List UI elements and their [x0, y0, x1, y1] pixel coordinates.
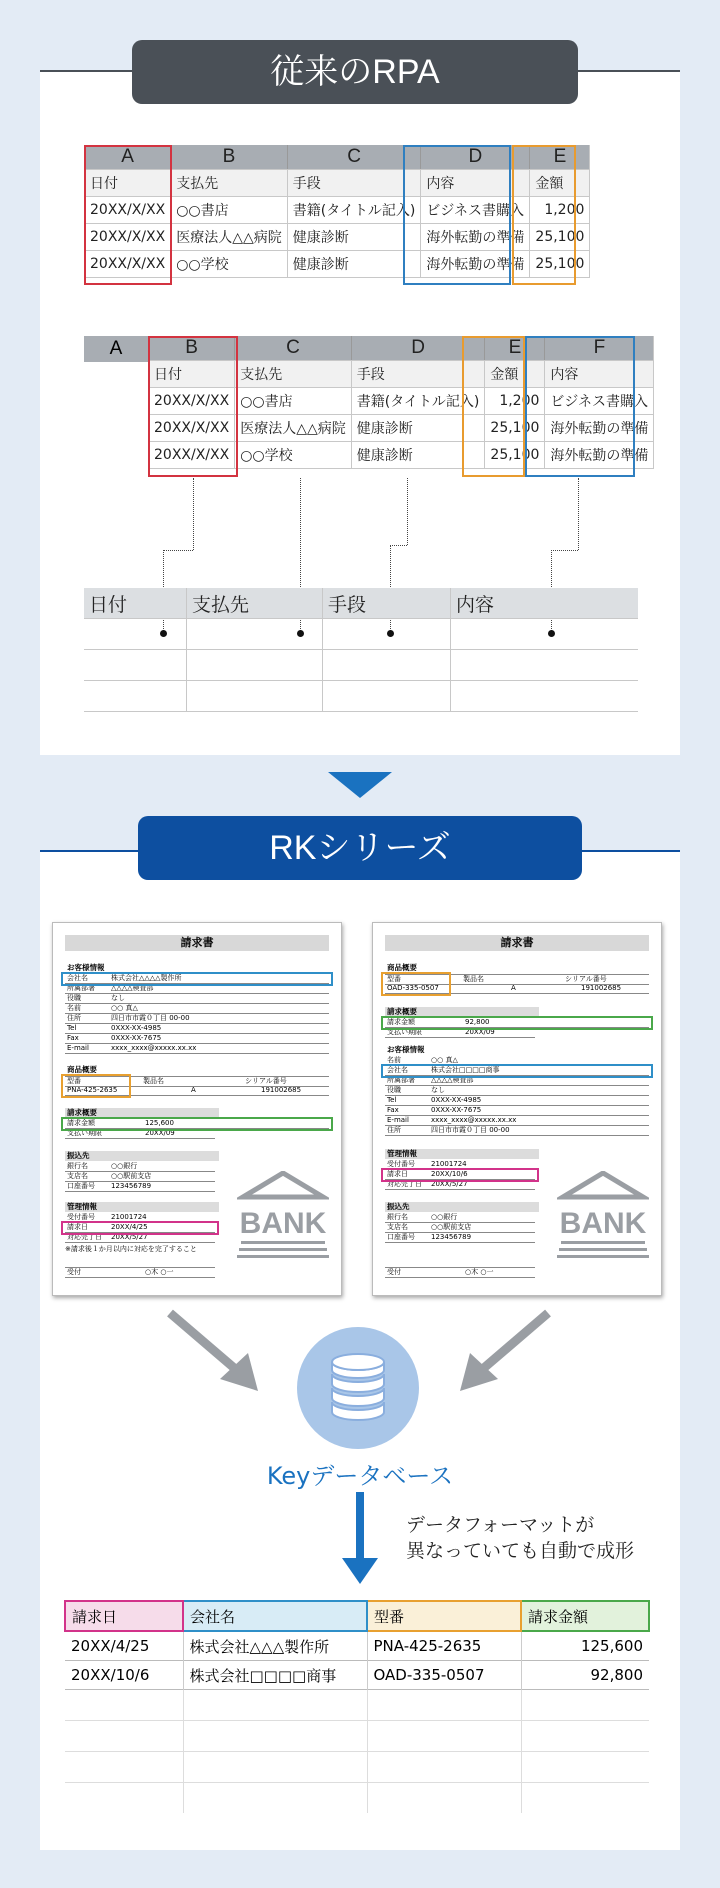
cell: 医療法人△△病院	[235, 415, 352, 442]
field-key: 型番	[387, 975, 401, 983]
header-cell: 内容	[421, 170, 530, 197]
field-key: 請求日	[67, 1223, 88, 1231]
col-letter: C	[235, 336, 352, 361]
invoice-doc-2	[372, 922, 662, 1296]
field-value: PNA-425-2635	[67, 1086, 118, 1094]
field-value: 125,600	[145, 1119, 174, 1127]
highlight-date	[381, 1168, 539, 1182]
field-value: 20XX/09	[465, 1028, 495, 1036]
field-value: 21001724	[431, 1160, 467, 1168]
field-key: 口座番号	[387, 1233, 415, 1241]
header-cell: 手段	[323, 588, 451, 619]
cell: 25,100	[530, 251, 590, 278]
col-letter: B	[149, 336, 235, 361]
field-value: ○木 ○一	[465, 1268, 494, 1276]
cell: 健康診断	[351, 415, 485, 442]
header-model: 型番	[367, 1601, 521, 1631]
cell: ○○書店	[171, 197, 288, 224]
field-key: 受付	[67, 1268, 81, 1276]
field-value: xxxx_xxxx@xxxxx.xx.xx	[111, 1044, 197, 1052]
header-cell: 手段	[351, 361, 485, 388]
highlight-col-d	[403, 145, 511, 285]
field-value: 92,800	[465, 1018, 490, 1026]
col-letter: C	[287, 145, 421, 170]
cell: 25,100	[530, 224, 590, 251]
cell: 書籍(タイトル記入)	[287, 197, 421, 224]
doc-title: 請求書	[65, 935, 329, 951]
field-row	[65, 994, 329, 1004]
table-row	[65, 1631, 649, 1661]
highlight-col-b	[148, 336, 238, 477]
bank-icon	[237, 1171, 329, 1261]
col-letter: A	[85, 145, 171, 170]
field-value: ○○ 真△	[431, 1056, 458, 1064]
cell: 20XX/X/XX	[85, 197, 171, 224]
doc-title: 請求書	[385, 935, 649, 951]
cell: 25,100	[485, 415, 545, 442]
col-letter: E	[485, 336, 545, 361]
field-key: 受付	[387, 1268, 401, 1276]
field-key: E-mail	[387, 1116, 409, 1124]
highlight-col-e	[512, 145, 576, 285]
database-label: Keyデータベース	[266, 1462, 454, 1490]
header-cell: 支払先	[235, 361, 352, 388]
header-cell: 金額	[530, 170, 590, 197]
field-key: Fax	[387, 1106, 399, 1114]
connector-dot	[297, 630, 304, 637]
connector-dot	[160, 630, 167, 637]
field-key: 支店名	[387, 1223, 408, 1231]
header-cell: 金額	[485, 361, 545, 388]
cell: ○○学校	[171, 251, 288, 278]
field-key: Fax	[67, 1034, 79, 1042]
connector	[551, 550, 578, 551]
highlight-col-e2	[462, 336, 525, 477]
arrow-down-icon	[340, 1492, 380, 1588]
bank-icon	[557, 1171, 649, 1261]
field-key: 請求金額	[67, 1119, 95, 1127]
field-key: 会社名	[387, 1066, 408, 1074]
cell: 25,100	[485, 442, 545, 469]
table-row	[65, 1661, 649, 1690]
field-value: 20XX/09	[145, 1129, 175, 1137]
field-row	[65, 1182, 215, 1192]
field-value: ○木 ○一	[145, 1268, 174, 1276]
field-value: A	[511, 984, 516, 992]
field-key: Tel	[387, 1096, 397, 1104]
field-value: 123456789	[111, 1182, 152, 1190]
field-key: 住所	[387, 1126, 401, 1134]
cell: 20XX/X/XX	[149, 388, 235, 415]
header-cell: 内容	[451, 588, 639, 619]
col-letter: F	[545, 336, 654, 361]
cell: ビジネス書購入	[545, 388, 654, 415]
table-row	[65, 1752, 649, 1783]
field-value: 20XX/4/25	[111, 1223, 148, 1231]
field-row	[65, 1267, 215, 1278]
field-value: 123456789	[431, 1233, 472, 1241]
col-letter: B	[171, 145, 288, 170]
cell: ○○学校	[235, 442, 352, 469]
field-key: 型番	[67, 1077, 81, 1085]
header-cell: 日付	[149, 361, 235, 388]
cell: 92,800	[521, 1661, 649, 1690]
field-key: 対応完了日	[387, 1180, 422, 1188]
field-row	[65, 1004, 329, 1014]
field-key: Tel	[67, 1024, 77, 1032]
field-value: 0XXX-XX-4985	[431, 1096, 482, 1104]
connector-dot	[387, 630, 394, 637]
cell: 健康診断	[287, 251, 421, 278]
field-row	[385, 1223, 535, 1233]
header-company: 会社名	[183, 1601, 367, 1631]
field-value: xxxx_xxxx@xxxxx.xx.xx	[431, 1116, 517, 1124]
field-row	[385, 1106, 649, 1116]
section-label: お客様情報	[387, 1045, 425, 1054]
cell: 書籍(タイトル記入)	[351, 388, 485, 415]
field-value: 21001724	[111, 1213, 147, 1221]
field-value: 0XXX-XX-7675	[111, 1034, 162, 1042]
table-row	[84, 650, 638, 681]
field-row	[65, 1172, 215, 1182]
target-header-row	[84, 588, 638, 619]
cell: 健康診断	[351, 442, 485, 469]
cell: 海外転勤の準備	[421, 224, 530, 251]
table-row	[65, 1690, 649, 1721]
highlight-company	[381, 1064, 653, 1078]
field-row	[65, 1024, 329, 1034]
col-letter: D	[351, 336, 485, 361]
highlight-model	[61, 1074, 131, 1098]
highlight-amount	[61, 1117, 333, 1131]
header-date: 請求日	[65, 1601, 183, 1631]
field-row	[385, 1213, 535, 1223]
field-row	[65, 1034, 329, 1044]
highlight-amount	[381, 1016, 653, 1030]
table-row	[65, 1783, 649, 1814]
invoice-doc-1	[52, 922, 342, 1296]
field-key: 受付番号	[67, 1213, 95, 1221]
connector	[163, 550, 193, 551]
arrow-left-icon	[160, 1305, 270, 1395]
bank-label: BANK	[239, 1207, 327, 1240]
field-key: 対応完了日	[67, 1233, 102, 1241]
col-letter: E	[530, 145, 590, 170]
cell: ○○書店	[235, 388, 352, 415]
field-value: 20XX/5/27	[431, 1180, 468, 1188]
output-table	[64, 1600, 650, 1813]
field-row	[385, 1126, 649, 1136]
field-key: 支払い期限	[67, 1129, 102, 1137]
field-value: A	[191, 1086, 196, 1094]
field-value: 191002685	[261, 1086, 302, 1094]
field-key: 住所	[67, 1014, 81, 1022]
field-key: 支店名	[67, 1172, 88, 1180]
field-value: △△△△検査部	[431, 1076, 474, 1084]
cell: OAD-335-0507	[367, 1661, 521, 1690]
cell: 1,200	[485, 388, 545, 415]
cell: 海外転勤の準備	[421, 251, 530, 278]
field-row	[385, 1233, 535, 1243]
col-letter: D	[421, 145, 530, 170]
section-label: 請求概要	[385, 1007, 539, 1017]
field-value: ○○駅前支店	[111, 1172, 152, 1180]
section-label: 振込先	[65, 1151, 219, 1161]
connector-dot	[548, 630, 555, 637]
connector	[193, 478, 194, 550]
field-key: 所属部署	[67, 984, 95, 992]
database-icon	[330, 1350, 386, 1426]
section-label: お客様情報	[67, 963, 105, 972]
section-label: 振込先	[385, 1202, 539, 1212]
field-value: 191002685	[581, 984, 622, 992]
field-value: △△△△検査部	[111, 984, 154, 992]
field-key: 製品名	[143, 1077, 164, 1085]
cell: 健康診断	[287, 224, 421, 251]
field-row	[385, 1116, 649, 1126]
section-label: 請求概要	[65, 1108, 219, 1118]
cell: 海外転勤の準備	[545, 415, 654, 442]
arrow-right-icon	[448, 1305, 558, 1395]
field-key: 銀行名	[387, 1213, 408, 1221]
format-note-line1: データフォーマットが	[406, 1514, 595, 1536]
field-key: 製品名	[463, 975, 484, 983]
field-value: 20XX/5/27	[111, 1233, 148, 1241]
field-value: ○○銀行	[111, 1162, 138, 1170]
field-key: シリアル番号	[245, 1077, 287, 1085]
field-key: 会社名	[67, 974, 88, 982]
section-label: 管理情報	[65, 1202, 219, 1212]
header-amount: 請求金額	[521, 1601, 649, 1631]
sheet2-col-a-header: A	[84, 336, 148, 362]
field-key: 支払い期限	[387, 1028, 422, 1036]
highlight-model	[381, 972, 451, 996]
field-row	[65, 1014, 329, 1024]
field-key: E-mail	[67, 1044, 89, 1052]
connector	[407, 478, 408, 545]
field-value: なし	[431, 1086, 445, 1094]
highlight-company	[61, 972, 333, 986]
field-row	[385, 1086, 649, 1096]
field-value: 四日市市霞０丁目 00-00	[431, 1126, 510, 1134]
cell: 1,200	[530, 197, 590, 224]
bank-label: BANK	[559, 1207, 647, 1240]
output-header-row	[65, 1601, 649, 1631]
field-key: 口座番号	[67, 1182, 95, 1190]
header-cell: 日付	[85, 170, 171, 197]
field-value: ○○銀行	[431, 1213, 458, 1221]
cell: 20XX/X/XX	[149, 442, 235, 469]
field-key: 名前	[67, 1004, 81, 1012]
header-cell: 日付	[84, 588, 187, 619]
field-value: ○○駅前支店	[431, 1223, 472, 1231]
cell: 株式会社△△△製作所	[183, 1631, 367, 1661]
header-cell: 支払先	[171, 170, 288, 197]
field-key: 所属部署	[387, 1076, 415, 1084]
highlight-date	[61, 1221, 219, 1235]
field-row	[385, 1096, 649, 1106]
cell: 20XX/X/XX	[85, 251, 171, 278]
rk-title: RKシリーズ	[138, 816, 582, 880]
rpa-title: 従来のRPA	[132, 40, 578, 104]
field-row	[65, 1044, 329, 1054]
section-label: 商品概要	[387, 963, 417, 972]
field-value: ○○ 真△	[111, 1004, 138, 1012]
field-key: 名前	[387, 1056, 401, 1064]
field-value: 株式会社△△△△製作所	[111, 974, 182, 982]
cell: 20XX/X/XX	[149, 415, 235, 442]
field-value: 20XX/10/6	[431, 1170, 468, 1178]
highlight-col-a	[84, 145, 172, 285]
cell: 20XX/X/XX	[85, 224, 171, 251]
connector	[578, 478, 579, 550]
cell: 医療法人△△病院	[171, 224, 288, 251]
header-cell: 内容	[545, 361, 654, 388]
table-row	[65, 1721, 649, 1752]
header-cell: 支払先	[187, 588, 323, 619]
cell: 125,600	[521, 1631, 649, 1661]
table-row	[84, 681, 638, 712]
field-key: 役職	[67, 994, 81, 1002]
doc-note: ※請求後１か月以内に対応を完了すること	[65, 1245, 197, 1253]
section-label: 商品概要	[67, 1065, 97, 1074]
field-value: 四日市市霞０丁目 00-00	[111, 1014, 190, 1022]
field-value: OAD-335-0507	[387, 984, 439, 992]
field-row	[65, 1162, 215, 1172]
format-note-line2: 異なっていても自動で成形	[406, 1540, 635, 1562]
field-key: 役職	[387, 1086, 401, 1094]
field-value: 0XXX-XX-7675	[431, 1106, 482, 1114]
field-key: 請求日	[387, 1170, 408, 1178]
field-key: 請求金額	[387, 1018, 415, 1026]
section-label: 管理情報	[385, 1149, 539, 1159]
field-value: 株式会社□□□□商事	[431, 1066, 500, 1074]
down-triangle-icon	[328, 772, 392, 798]
cell: 株式会社□□□□商事	[183, 1661, 367, 1690]
field-row	[385, 1267, 535, 1278]
header-cell: 手段	[287, 170, 421, 197]
highlight-col-f	[525, 336, 635, 477]
cell: 20XX/4/25	[71, 1637, 150, 1655]
cell: 20XX/10/6	[71, 1666, 150, 1684]
rpa-target-sheet	[84, 588, 638, 712]
field-key: 受付番号	[387, 1160, 415, 1168]
connector	[390, 545, 407, 546]
field-key: 銀行名	[67, 1162, 88, 1170]
cell: ビジネス書購入	[421, 197, 530, 224]
cell: 海外転勤の準備	[545, 442, 654, 469]
field-value: 0XXX-XX-4985	[111, 1024, 162, 1032]
cell: PNA-425-2635	[367, 1631, 521, 1661]
field-value: なし	[111, 994, 125, 1002]
field-key: シリアル番号	[565, 975, 607, 983]
